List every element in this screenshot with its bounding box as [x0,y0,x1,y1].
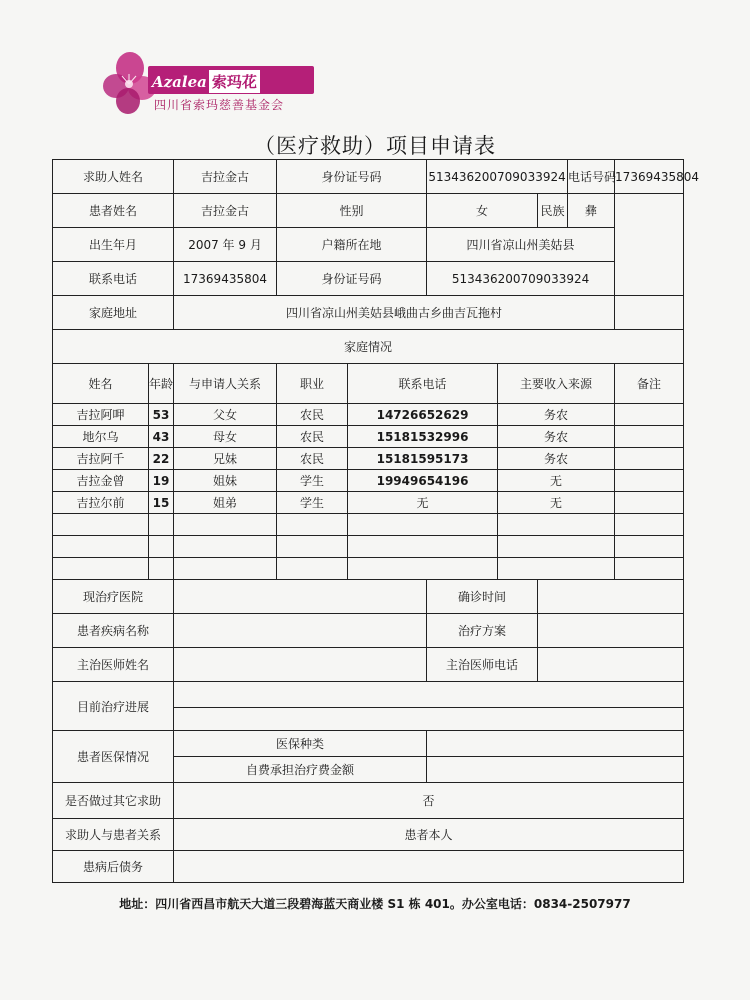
form-title: （医疗救助）项目申请表 [254,134,496,158]
applicant-id-value[interactable]: 513436200709033924 [427,160,568,194]
member-note[interactable] [615,470,684,492]
address-row [53,296,684,330]
doctor-phone-value[interactable] [538,648,684,682]
member-phone[interactable]: 无 [348,492,498,514]
plan-label: 治疗方案 [427,614,538,648]
member-age[interactable]: 15 [149,492,174,514]
birth-label: 出生年月 [53,228,174,262]
address-blank [615,296,684,330]
address-label: 家庭地址 [53,296,174,330]
insurance-label: 患者医保情况 [53,731,174,783]
hospital-value[interactable] [174,580,427,614]
member-income[interactable]: 无 [498,492,615,514]
disease-value[interactable] [174,614,427,648]
logo-subtitle: 四川省索玛慈善基金会 [154,98,285,112]
member-job[interactable]: 农民 [277,448,348,470]
member-income[interactable]: 务农 [498,448,615,470]
family-col-income: 主要收入来源 [498,364,615,404]
patient-id-value[interactable]: 513436200709033924 [427,262,615,296]
member-note[interactable] [615,448,684,470]
gender-label: 性别 [277,194,427,228]
hospital-row [53,580,684,614]
member-phone[interactable]: 14726652629 [348,404,498,426]
table-row-empty [53,536,684,558]
member-age[interactable]: 22 [149,448,174,470]
member-relation[interactable]: 姐妹 [174,470,277,492]
member-phone[interactable]: 15181532996 [348,426,498,448]
doctor-row [53,648,684,682]
progress-row-1 [53,682,684,708]
member-job[interactable]: 农民 [277,404,348,426]
table-row-empty [53,514,684,536]
member-note[interactable] [615,426,684,448]
doctor-label: 主治医师姓名 [53,648,174,682]
member-job[interactable]: 农民 [277,426,348,448]
member-name[interactable]: 吉拉阿呷 [53,404,149,426]
table-row [53,470,684,492]
diagnosis-time-value[interactable] [538,580,684,614]
table-row [53,426,684,448]
member-income[interactable]: 务农 [498,404,615,426]
relation-label: 求助人与患者关系 [53,819,174,851]
member-relation[interactable]: 姐弟 [174,492,277,514]
birth-row [53,228,684,262]
logo-brand [152,70,260,93]
insurance-row-1 [53,731,684,757]
disease-label: 患者疾病名称 [53,614,174,648]
family-col-name: 姓名 [53,364,149,404]
table-row [53,404,684,426]
application-form [52,159,700,883]
member-name[interactable]: 吉拉尔前 [53,492,149,514]
insurance-type-label: 医保种类 [174,731,427,757]
member-relation[interactable]: 兄妹 [174,448,277,470]
progress-value[interactable] [174,682,684,708]
member-job[interactable]: 学生 [277,492,348,514]
disease-row [53,614,684,648]
applicant-name-label: 求助人姓名 [53,160,174,194]
contact-row [53,262,684,296]
member-phone[interactable]: 19949654196 [348,470,498,492]
progress-label: 目前治疗进展 [53,682,174,731]
contact-value[interactable]: 17369435804 [174,262,277,296]
address-value[interactable]: 四川省凉山州美姑县峨曲古乡曲吉瓦拖村 [174,296,615,330]
hospital-label: 现治疗医院 [53,580,174,614]
gender-value[interactable]: 女 [427,194,538,228]
self-pay-label: 自费承担治疗费金额 [174,757,427,783]
family-col-relation: 与申请人关系 [174,364,277,404]
member-name[interactable]: 吉拉阿千 [53,448,149,470]
member-age[interactable]: 43 [149,426,174,448]
hukou-label: 户籍所在地 [277,228,427,262]
member-income[interactable]: 务农 [498,426,615,448]
member-age[interactable]: 53 [149,404,174,426]
doctor-value[interactable] [174,648,427,682]
table-row [53,492,684,514]
applicant-phone-value[interactable]: 17369435804 [615,160,684,194]
logo-brand-cn: 索玛花 [209,70,260,93]
other-help-label: 是否做过其它求助 [53,783,174,819]
patient-id-label: 身份证号码 [277,262,427,296]
hukou-value[interactable]: 四川省凉山州美姑县 [427,228,615,262]
self-pay-value[interactable] [427,757,684,783]
family-col-age: 年龄 [149,364,174,404]
member-relation[interactable]: 母女 [174,426,277,448]
family-header-row [53,364,684,404]
birth-value[interactable]: 2007 年 9 月 [174,228,277,262]
insurance-type-value[interactable] [427,731,684,757]
applicant-id-label: 身份证号码 [277,160,427,194]
ethnicity-value[interactable]: 彝 [568,194,615,228]
patient-name-value[interactable]: 吉拉金古 [174,194,277,228]
footer-address: 地址：四川省西昌市航天大道三段碧海蓝天商业楼 S1 栋 401。办公室电话：0834-2507977 [119,897,631,911]
debt-value[interactable] [174,851,684,883]
member-age[interactable]: 19 [149,470,174,492]
contact-label: 联系电话 [53,262,174,296]
patient-name-label: 患者姓名 [53,194,174,228]
foundation-logo [102,46,322,121]
plan-value[interactable] [538,614,684,648]
relation-value[interactable]: 患者本人 [174,819,684,851]
ethnicity-label: 民族 [538,194,568,228]
patient-name-row [53,194,684,228]
logo-brand-en: Azalea [152,73,207,91]
family-col-note: 备注 [615,364,684,404]
other-help-row [53,783,684,819]
member-income[interactable]: 无 [498,470,615,492]
doctor-phone-label: 主治医师电话 [427,648,538,682]
other-help-value[interactable]: 否 [174,783,684,819]
member-note[interactable] [615,404,684,426]
table-row-empty [53,558,684,580]
applicant-row [53,160,684,194]
member-job[interactable]: 学生 [277,470,348,492]
family-section-row [53,330,684,364]
applicant-phone-label: 电话号码 [568,160,615,194]
family-col-phone: 联系电话 [348,364,498,404]
table-row [53,448,684,470]
family-col-job: 职业 [277,364,348,404]
member-note[interactable] [615,492,684,514]
debt-label: 患病后债务 [53,851,174,883]
progress-value-line-2[interactable] [174,708,684,731]
photo-area [615,194,684,296]
family-section-title: 家庭情况 [53,330,684,364]
relation-row [53,819,684,851]
applicant-name-value[interactable]: 吉拉金古 [174,160,277,194]
member-relation[interactable]: 父女 [174,404,277,426]
member-name[interactable]: 地尔乌 [53,426,149,448]
debt-row [53,851,684,883]
diagnosis-time-label: 确诊时间 [427,580,538,614]
member-name[interactable]: 吉拉金曾 [53,470,149,492]
member-phone[interactable]: 15181595173 [348,448,498,470]
